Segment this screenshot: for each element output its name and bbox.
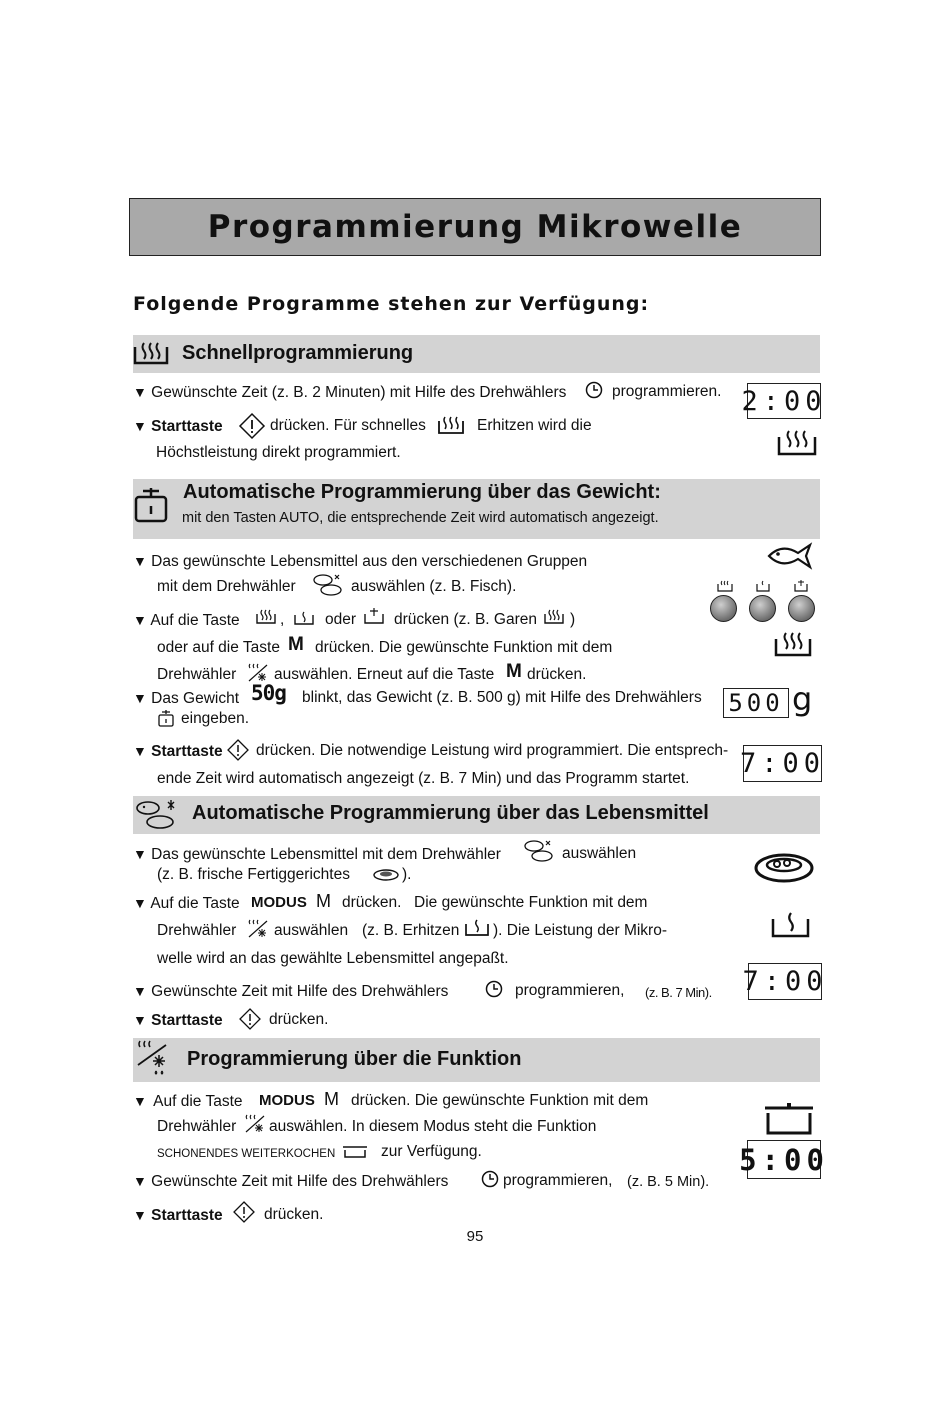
- text: oder: [325, 611, 357, 628]
- clock-icon: [481, 1170, 499, 1188]
- ready-meal-icon: [372, 867, 400, 883]
- text: drücken.: [269, 1011, 329, 1028]
- text: Drehwähler: [157, 666, 237, 683]
- text: Auf die Taste: [150, 612, 240, 629]
- scale-icon-small: [157, 709, 175, 727]
- steam-icon-small: [716, 580, 734, 593]
- text: auswählen. Erneut auf die Taste: [274, 666, 495, 683]
- page-subtitle: Folgende Programme stehen zur Verfügung:: [133, 293, 650, 315]
- text: auswählen. In diesem Modus steht die Funktion: [269, 1118, 597, 1135]
- section-title-gewicht: Automatische Programmierung über das Gewicht:: [183, 481, 661, 503]
- text: auswählen: [562, 845, 637, 862]
- heat-icon-small: [464, 918, 490, 938]
- bullet-triangle-icon: ▼: [133, 1093, 147, 1109]
- text: drücken.: [264, 1206, 324, 1223]
- text: programmieren,: [503, 1172, 613, 1189]
- section-title-schnell: Schnellprogrammierung: [182, 342, 414, 364]
- section-title-funktion: Programmierung über die Funktion: [187, 1048, 522, 1070]
- text: blinkt, das Gewicht (z. B. 500 g) mit Hilfe des Drehwählers: [302, 689, 702, 706]
- text: (z. B. 7 Min).: [645, 985, 712, 1000]
- food-selector-icon: [522, 838, 554, 864]
- modus-key-label: M: [506, 661, 522, 682]
- bullet-triangle-icon: ▼: [133, 895, 147, 911]
- text: (z. B. Erhitzen: [362, 922, 460, 939]
- display-time: 7:00: [743, 745, 822, 782]
- text: (z. B. 5 Min).: [627, 1174, 710, 1190]
- steam-icon: [774, 630, 814, 658]
- bullet-triangle-icon: ▼: [133, 553, 147, 569]
- text: oder auf die Taste: [157, 639, 280, 656]
- text: ,: [280, 611, 285, 628]
- start-icon: [239, 413, 265, 439]
- bullet-triangle-icon: ▼: [133, 846, 147, 862]
- text: drücken.: [342, 894, 402, 911]
- start-key-label: Starttaste: [151, 418, 223, 435]
- page-title: Programmierung Mikrowelle: [207, 209, 743, 245]
- start-icon: [233, 1201, 255, 1223]
- clock-icon: [485, 980, 503, 998]
- function-selector-icon: [244, 1113, 266, 1135]
- display-time: 7:00: [748, 963, 822, 1000]
- text: zur Verfügung.: [381, 1143, 482, 1160]
- bullet-triangle-icon: ▼: [133, 1207, 147, 1223]
- modus-key-label: M: [288, 634, 304, 655]
- start-key-label: Starttaste: [151, 1207, 223, 1224]
- simmer-icon-small: [793, 579, 809, 593]
- heat-icon-small: [293, 610, 315, 626]
- heat-icon-small: [755, 580, 771, 593]
- text: mit dem Drehwähler: [157, 578, 296, 595]
- text: Die gewünschte Funktion mit dem: [414, 894, 648, 911]
- heat-button[interactable]: [749, 595, 776, 622]
- weight-unit: g: [792, 680, 813, 718]
- text: Drehwähler: [157, 922, 237, 939]
- text: auswählen: [274, 922, 349, 939]
- text: Das gewünschte Lebensmittel mit dem Drehwähler: [151, 846, 501, 863]
- text: ). Die Leistung der Mikro-: [493, 922, 668, 939]
- text: drücken. Die gewünschte Funktion mit dem: [351, 1092, 649, 1109]
- text: programmieren,: [515, 982, 625, 999]
- function-selector-icon: [136, 1039, 170, 1077]
- text: Gewünschte Zeit (z. B. 2 Minuten) mit Hilfe des Drehwählers: [151, 384, 567, 401]
- modus-key-label: M: [324, 1089, 339, 1109]
- modus-key-label: MODUS: [251, 894, 307, 911]
- display-time: 2:00: [747, 383, 821, 419]
- text: drücken. Die gewünschte Funktion mit dem: [315, 639, 613, 656]
- modus-key-label: M: [316, 891, 331, 911]
- start-key-label: Starttaste: [151, 1012, 223, 1029]
- start-icon: [227, 739, 249, 761]
- page-title-box: [129, 198, 821, 256]
- text: drücken. Für schnelles: [270, 417, 426, 434]
- steam-icon-small: [543, 609, 565, 625]
- text: Das Gewicht: [151, 690, 240, 707]
- bullet-triangle-icon: ▼: [133, 418, 147, 434]
- steam-icon-small: [437, 415, 465, 435]
- text: SCHONENDES WEITERKOCHEN: [157, 1148, 336, 1160]
- scale-icon: [134, 486, 168, 524]
- section-title-lebensmittel: Automatische Programmierung über das Lebensmittel: [192, 802, 709, 824]
- text: Das gewünschte Lebensmittel aus den verschiedenen Gruppen: [151, 553, 588, 570]
- modus-key-label: MODUS: [259, 1092, 315, 1109]
- weight-indicator: 50g: [251, 681, 286, 705]
- start-icon: [239, 1008, 261, 1030]
- clock-icon: [585, 381, 603, 399]
- text: programmieren.: [612, 383, 722, 400]
- text: Erhitzen wird die: [477, 417, 592, 434]
- bullet-triangle-icon: ▼: [133, 690, 147, 706]
- page-number: 95: [466, 1228, 484, 1245]
- text: Auf die Taste: [150, 895, 240, 912]
- bullet-triangle-icon: ▼: [133, 983, 147, 999]
- steam-icon: [133, 339, 171, 367]
- bullet-triangle-icon: ▼: [133, 612, 147, 628]
- text: ende Zeit wird automatisch angezeigt (z. B. 7 Min) und das Programm startet.: [157, 770, 690, 787]
- start-key-label: Starttaste: [151, 743, 223, 760]
- steam-icon: [777, 427, 819, 457]
- text: drücken. Die notwendige Leistung wird programmiert. Die entsprech-: [256, 742, 729, 759]
- text: eingeben.: [181, 710, 250, 727]
- simmer-icon-small: [363, 607, 385, 625]
- steam-button[interactable]: [710, 595, 737, 622]
- text: auswählen (z. B. Fisch).: [351, 578, 517, 595]
- text: Drehwähler: [157, 1118, 237, 1135]
- steam-icon-small: [255, 609, 277, 625]
- pot-icon-small: [341, 1144, 369, 1160]
- ready-meal-icon: [753, 849, 815, 885]
- bullet-triangle-icon: ▼: [133, 743, 147, 759]
- text: (z. B. frische Fertiggerichtes: [157, 866, 350, 883]
- text: drücken (z. B. Garen: [394, 611, 538, 628]
- pot-icon: [763, 1101, 815, 1137]
- text: Gewünschte Zeit mit Hilfe des Drehwählers: [151, 1173, 449, 1190]
- function-selector-icon: [247, 918, 269, 940]
- fish-icon: [766, 541, 814, 571]
- heat-icon: [771, 911, 811, 939]
- text: ).: [402, 866, 412, 883]
- bullet-triangle-icon: ▼: [133, 1173, 147, 1189]
- display-weight: 500: [723, 688, 789, 718]
- simmer-button[interactable]: [788, 595, 815, 622]
- bullet-triangle-icon: ▼: [133, 384, 147, 400]
- text: drücken.: [527, 666, 587, 683]
- text: welle wird an das gewählte Lebensmittel angepaßt.: [157, 950, 509, 967]
- food-selector-icon: [134, 798, 180, 832]
- text: Höchstleistung direkt programmiert.: [156, 444, 401, 461]
- display-time: 5:00: [747, 1140, 821, 1179]
- text: Auf die Taste: [153, 1093, 243, 1110]
- food-selector-icon: [311, 572, 343, 598]
- bullet-triangle-icon: ▼: [133, 1012, 147, 1028]
- text: ): [570, 611, 576, 628]
- text: Gewünschte Zeit mit Hilfe des Drehwählers: [151, 983, 449, 1000]
- section-subtitle-gewicht: mit den Tasten AUTO, die entsprechende Zeit wird automatisch angezeigt.: [182, 510, 659, 526]
